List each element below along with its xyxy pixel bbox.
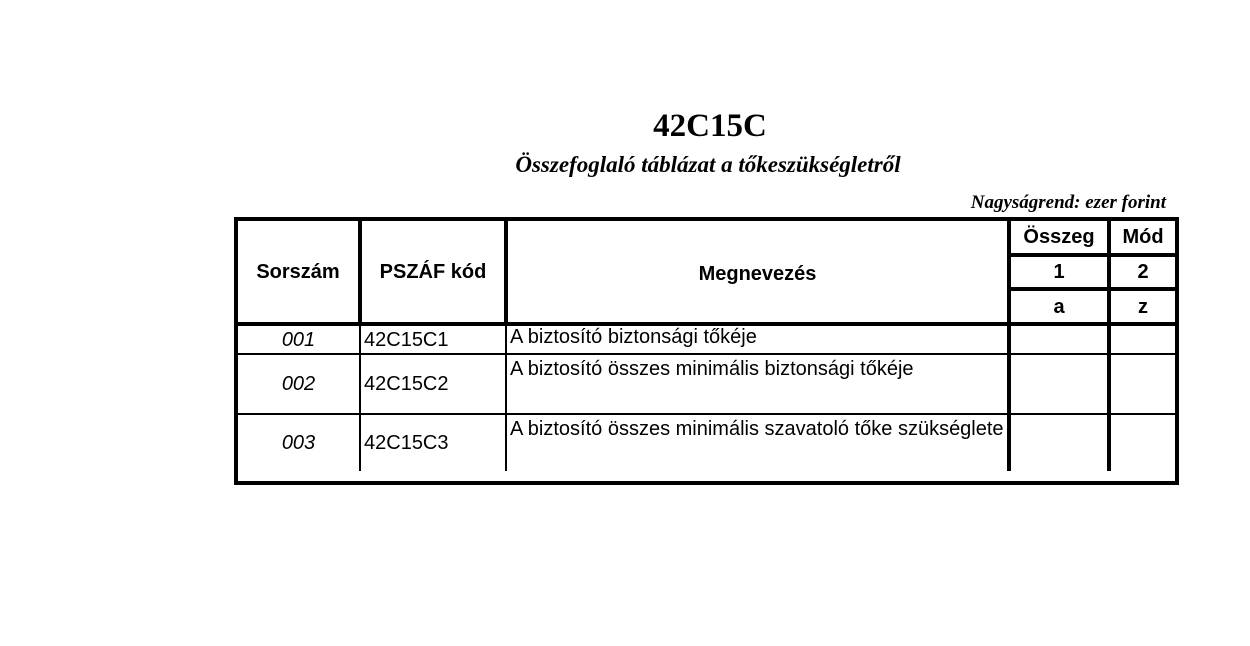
row-mod-cell[interactable] (1109, 414, 1175, 471)
table-row (238, 324, 1175, 354)
row-osszeg-cell[interactable] (1009, 354, 1109, 414)
row-sorszam: 003 (238, 414, 360, 471)
row-megnevezes: A biztosító összes minimális biztonsági tőkéje (506, 354, 1009, 414)
row-megnevezes: A biztosító biztonsági tőkéje (506, 324, 1009, 354)
header-mod-number: 2 (1109, 255, 1175, 289)
row-sorszam: 002 (238, 354, 360, 414)
header-osszeg-number: 1 (1009, 255, 1109, 289)
header-osszeg-type: a (1009, 289, 1109, 324)
header-sorszam: Sorszám (238, 221, 360, 324)
capital-requirement-table (238, 221, 1175, 471)
row-mod-cell[interactable] (1109, 354, 1175, 414)
summary-table (234, 217, 1179, 485)
header-mod-type: z (1109, 289, 1175, 324)
page-title: 42C15C (653, 108, 767, 144)
unit-label: Nagyságrend: ezer forint (970, 192, 1166, 213)
header-mod: Mód (1109, 221, 1175, 255)
row-pszaf-kod: 42C15C1 (360, 324, 506, 354)
row-pszaf-kod: 42C15C2 (360, 354, 506, 414)
header-pszaf-kod: PSZÁF kód (360, 221, 506, 324)
row-sorszam: 001 (238, 324, 360, 354)
header-megnevezes: Megnevezés (506, 221, 1009, 324)
row-mod-cell[interactable] (1109, 324, 1175, 354)
row-megnevezes: A biztosító összes minimális szavatoló tőke szükséglete (506, 414, 1009, 471)
header-osszeg: Összeg (1009, 221, 1109, 255)
row-osszeg-cell[interactable] (1009, 414, 1109, 471)
row-osszeg-cell[interactable] (1009, 324, 1109, 354)
table-row (238, 354, 1175, 414)
table-row (238, 414, 1175, 471)
page-subtitle: Összefoglaló táblázat a tőkeszükségletről (515, 152, 901, 177)
row-pszaf-kod: 42C15C3 (360, 414, 506, 471)
